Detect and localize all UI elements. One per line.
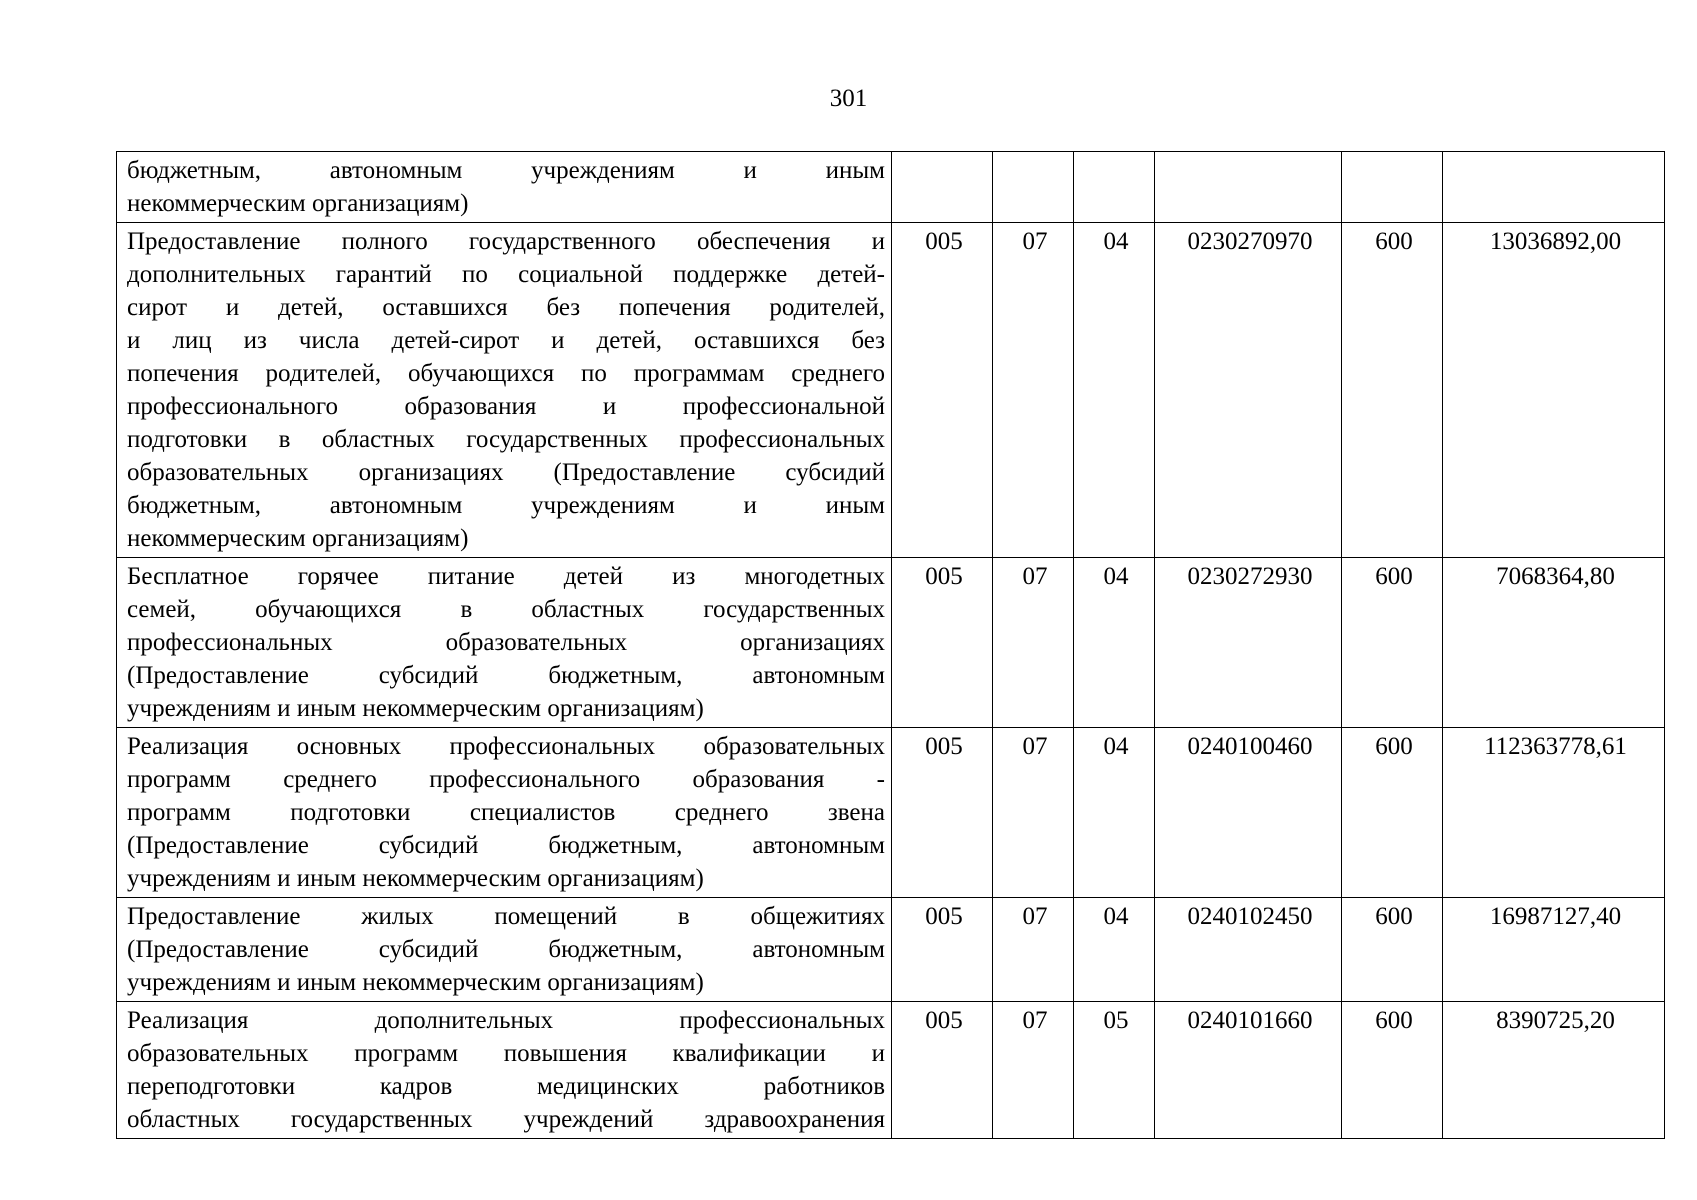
admin-code-cell: 005 bbox=[892, 558, 993, 728]
expense-type-cell: 600 bbox=[1342, 728, 1443, 898]
section-code-cell bbox=[993, 152, 1074, 223]
table-row bbox=[117, 152, 1665, 223]
description-line: некоммерческим организациям) bbox=[127, 525, 469, 552]
section-code-cell: 07 bbox=[993, 223, 1074, 558]
row-description bbox=[117, 223, 892, 558]
section-code-cell: 07 bbox=[993, 898, 1074, 1002]
description-line: программ среднего профессионального образования - bbox=[127, 766, 885, 793]
row-description bbox=[117, 152, 892, 223]
description-line: профессиональных образовательных организациях bbox=[127, 629, 885, 656]
admin-code-cell: 005 bbox=[892, 223, 993, 558]
row-description bbox=[117, 1002, 892, 1139]
amount-cell: 16987127,40 bbox=[1443, 898, 1665, 1002]
description-line: (Предоставление субсидий бюджетным, автономным bbox=[127, 936, 885, 963]
expense-type-cell: 600 bbox=[1342, 558, 1443, 728]
subsection-code-cell: 05 bbox=[1074, 1002, 1155, 1139]
admin-code-cell: 005 bbox=[892, 728, 993, 898]
table-row bbox=[117, 1002, 1665, 1139]
description-line: учреждениям и иным некоммерческим организациям) bbox=[127, 695, 704, 722]
amount-cell: 7068364,80 bbox=[1443, 558, 1665, 728]
description-line: Предоставление полного государственного обеспечения и bbox=[127, 228, 885, 255]
amount-cell: 112363778,61 bbox=[1443, 728, 1665, 898]
expense-type-cell: 600 bbox=[1342, 223, 1443, 558]
table-row bbox=[117, 898, 1665, 1002]
description-line: Предоставление жилых помещений в общежитиях bbox=[127, 903, 885, 930]
target-article-cell: 0240102450 bbox=[1155, 898, 1342, 1002]
table-row bbox=[117, 223, 1665, 558]
target-article-cell: 0240101660 bbox=[1155, 1002, 1342, 1139]
table-row bbox=[117, 558, 1665, 728]
admin-code-cell: 005 bbox=[892, 898, 993, 1002]
description-line: семей, обучающихся в областных государственных bbox=[127, 596, 885, 623]
description-line: программ подготовки специалистов среднего звена bbox=[127, 799, 885, 826]
description-line: учреждениям и иным некоммерческим организациям) bbox=[127, 865, 704, 892]
description-line: профессионального образования и профессиональной bbox=[127, 393, 885, 420]
description-line: образовательных организациях (Предоставление субсидий bbox=[127, 459, 885, 486]
description-line: образовательных программ повышения квалификации и bbox=[127, 1040, 885, 1067]
subsection-code-cell: 04 bbox=[1074, 223, 1155, 558]
subsection-code-cell: 04 bbox=[1074, 558, 1155, 728]
target-article-cell: 0230270970 bbox=[1155, 223, 1342, 558]
row-description bbox=[117, 898, 892, 1002]
description-line: Реализация основных профессиональных образовательных bbox=[127, 733, 885, 760]
amount-cell: 8390725,20 bbox=[1443, 1002, 1665, 1139]
description-line: бюджетным, автономным учреждениям и иным bbox=[127, 492, 885, 519]
description-line: Реализация дополнительных профессиональных bbox=[127, 1007, 885, 1034]
target-article-cell bbox=[1155, 152, 1342, 223]
amount-cell: 13036892,00 bbox=[1443, 223, 1665, 558]
description-line: переподготовки кадров медицинских работников bbox=[127, 1073, 885, 1100]
description-line: областных государственных учреждений здравоохранения bbox=[127, 1106, 885, 1133]
row-description bbox=[117, 558, 892, 728]
table-row bbox=[117, 728, 1665, 898]
description-line: подготовки в областных государственных профессиональных bbox=[127, 426, 885, 453]
page-number: 301 bbox=[829, 85, 868, 112]
description-line: сирот и детей, оставшихся без попечения родителей, bbox=[127, 294, 885, 321]
expense-type-cell: 600 bbox=[1342, 1002, 1443, 1139]
description-line: (Предоставление субсидий бюджетным, автономным bbox=[127, 662, 885, 689]
description-line: (Предоставление субсидий бюджетным, автономным bbox=[127, 832, 885, 859]
admin-code-cell bbox=[892, 152, 993, 223]
description-line: попечения родителей, обучающихся по программам среднего bbox=[127, 360, 885, 387]
subsection-code-cell: 04 bbox=[1074, 898, 1155, 1002]
description-line: некоммерческим организациям) bbox=[127, 190, 469, 217]
expense-type-cell bbox=[1342, 152, 1443, 223]
description-line: и лиц из числа детей-сирот и детей, оставшихся без bbox=[127, 327, 885, 354]
admin-code-cell: 005 bbox=[892, 1002, 993, 1139]
expense-type-cell: 600 bbox=[1342, 898, 1443, 1002]
row-description bbox=[117, 728, 892, 898]
description-line: бюджетным, автономным учреждениям и иным bbox=[127, 157, 885, 184]
target-article-cell: 0230272930 bbox=[1155, 558, 1342, 728]
subsection-code-cell: 04 bbox=[1074, 728, 1155, 898]
description-line: дополнительных гарантий по социальной поддержке детей- bbox=[127, 261, 885, 288]
target-article-cell: 0240100460 bbox=[1155, 728, 1342, 898]
subsection-code-cell bbox=[1074, 152, 1155, 223]
section-code-cell: 07 bbox=[993, 558, 1074, 728]
description-line: Бесплатное горячее питание детей из многодетных bbox=[127, 563, 885, 590]
description-line: учреждениям и иным некоммерческим организациям) bbox=[127, 969, 704, 996]
section-code-cell: 07 bbox=[993, 1002, 1074, 1139]
amount-cell bbox=[1443, 152, 1665, 223]
budget-table bbox=[116, 151, 1665, 1139]
section-code-cell: 07 bbox=[993, 728, 1074, 898]
